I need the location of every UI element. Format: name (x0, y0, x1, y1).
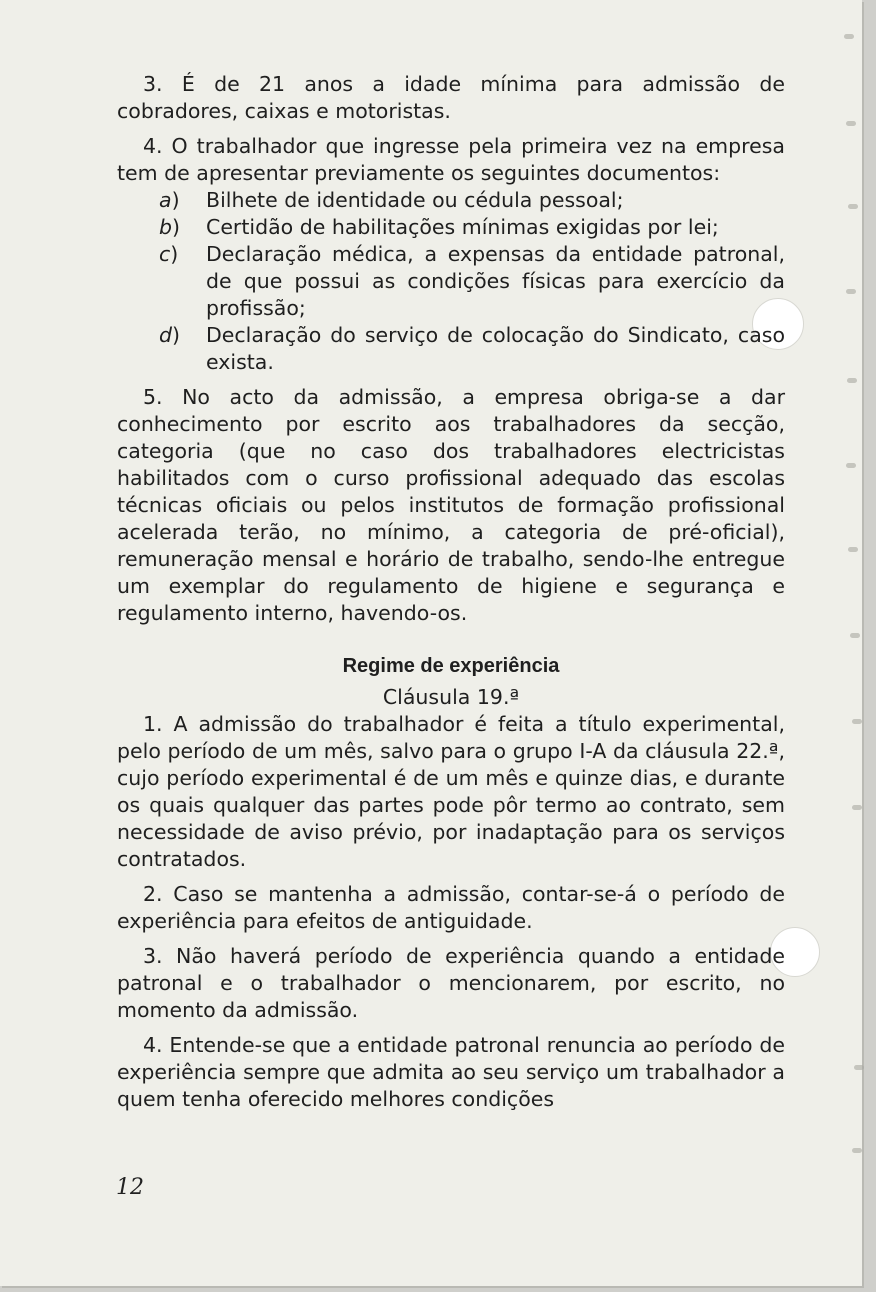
edge-mark (852, 719, 862, 724)
edge-mark (852, 1148, 862, 1153)
list-item-d (117, 322, 785, 376)
paragraph-5: 5. No acto da admissão, a empresa obriga-se a dar conhecimento por escrito aos trabalhadores da secção, categoria (que no caso dos trabalhadores electricistas habilitados com o curso profissional adequado das escolas técnicas oficiais ou pelos institutos de formação profissional acelerada terão, no mínimo, a categoria de pré-oficial), remuneração mensal e horário de trabalho, sendo-lhe entregue um exemplar do regulamento de higiene e segurança e regulamento interno, havendo-os. (117, 385, 785, 625)
clause-paragraph-4: 4. Entende-se que a entidade patronal renuncia ao período de experiência sempre que admita ao seu serviço um trabalhador a quem tenha oferecido melhores condições (117, 1033, 785, 1111)
list-item-text: Declaração médica, a expensas da entidade patronal, de que possui as condições físicas para exercício da profissão; (206, 242, 785, 320)
list-item-text: Bilhete de identidade ou cédula pessoal; (206, 188, 624, 212)
paragraph-4: 4. O trabalhador que ingresse pela primeira vez na empresa tem de apresentar previamente os seguintes documentos: (117, 134, 785, 185)
edge-mark (846, 463, 856, 468)
clause-paragraph-3: 3. Não haverá período de experiência quando a entidade patronal e o trabalhador o mencionarem, por escrito, no momento da admissão. (117, 944, 785, 1022)
section-title: Regime de experiência (342, 655, 560, 677)
edge-mark (846, 289, 856, 294)
edge-mark (854, 1065, 864, 1070)
clause-paragraph-2: 2. Caso se mantenha a admissão, contar-se-á o período de experiência para efeitos de antiguidade. (117, 882, 785, 933)
list-marker: a) (159, 188, 180, 212)
list-marker: d) (159, 323, 181, 347)
edge-mark (848, 204, 858, 209)
document-body (117, 71, 785, 1113)
paragraph-3: 3. É de 21 anos a idade mínima para admissão de cobradores, caixas e motoristas. (117, 72, 785, 123)
list-item-a (117, 187, 785, 214)
edge-mark (847, 378, 857, 383)
clause-paragraph-1: 1. A admissão do trabalhador é feita a título experimental, pelo período de um mês, salvo para o grupo I-A da cláusula 22.ª, cujo período experimental é de um mês e quinze dias, e durante os quais qualquer das partes pode pôr termo ao contrato, sem necessidade de aviso prévio, por inadaptação para os serviços contratados. (117, 712, 785, 871)
list-item-text: Declaração do serviço de colocação do Sindicato, caso exista. (206, 323, 785, 374)
edge-mark (848, 547, 858, 552)
edge-mark (846, 121, 856, 126)
list-marker: b) (159, 215, 181, 239)
edge-mark (852, 805, 862, 810)
edge-mark (850, 633, 860, 638)
edge-mark (844, 34, 854, 39)
clause-title: Cláusula 19.ª (382, 685, 520, 709)
list-item-b (117, 214, 785, 241)
list-marker: c) (159, 242, 179, 266)
page-number: 12 (116, 1175, 144, 1200)
list-item-text: Certidão de habilitações mínimas exigidas por lei; (206, 215, 719, 239)
list-item-c (117, 241, 785, 322)
